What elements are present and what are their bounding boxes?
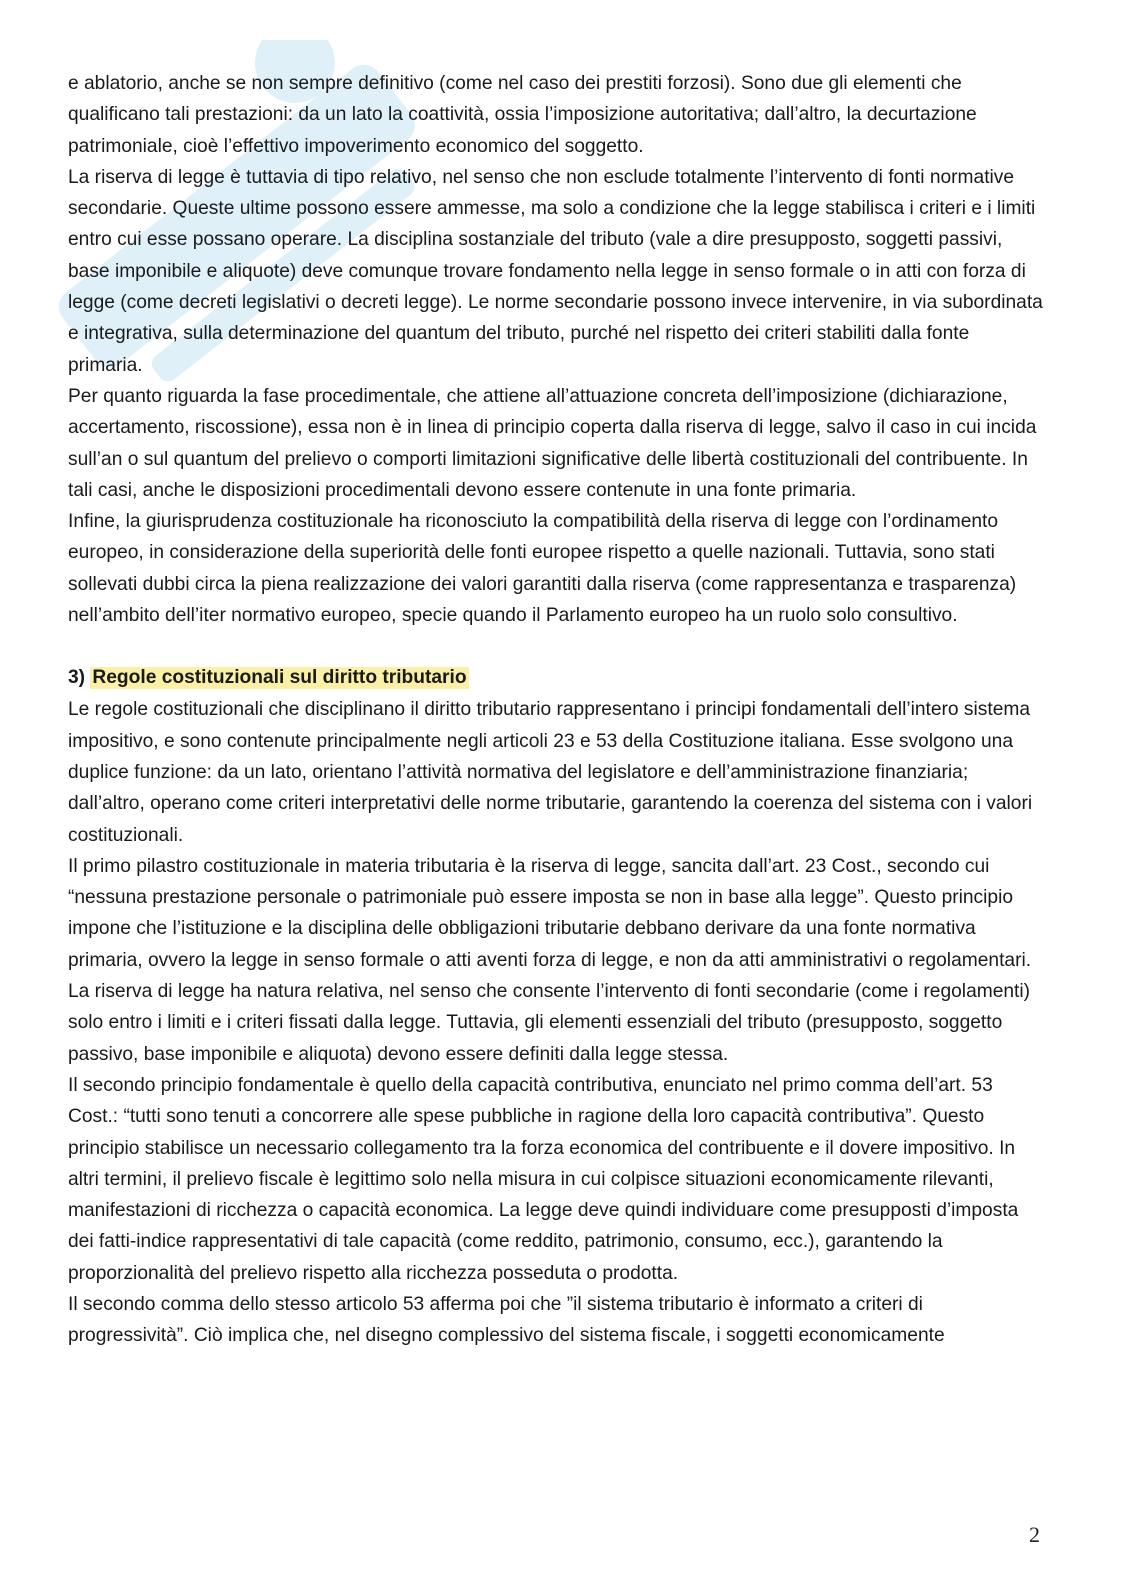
section-title: Regole costituzionali sul diritto tributario <box>92 667 467 689</box>
paragraph: Il secondo comma dello stesso articolo 53 afferma poi che ”il sistema tributario è informato a criteri di progressività”. Ciò implica che, nel disegno complessivo del sistema fiscale, i soggetti economicamente <box>68 1293 945 1347</box>
paragraph: Il secondo principio fondamentale è quello della capacità contributiva, enunciato nel primo comma dell’art. 53 Cost.: “tutti sono tenuti a concorrere alle spese pubbliche in ragione della loro capacità contributiva”. Questo principio stabilisce un necessario collegamento tra la forza economica del contribuente e il dovere impositivo. In altri termini, il prelievo fiscale è legittimo solo nella misura in cui colpisce situazioni economicamente rilevanti, manifestazioni di ricchezza o capacità economica. La legge deve quindi individuare come presupposti d’imposta dei fatti-indice rappresentativi di tale capacità (come reddito, patrimonio, consumo, ecc.), garantendo la proporzionalità del prelievo rispetto alla ricchezza posseduta o prodotta. <box>68 1074 1019 1284</box>
paragraph: e ablatorio, anche se non sempre definitivo (come nel caso dei prestiti forzosi). Sono due gli elementi che qualificano tali prestazioni: da un lato la coattività, ossia l’imposizione autoritativa; dall’altro, la decurtazione patrimoniale, cioè l’effettivo impoverimento economico del soggetto. <box>68 73 977 157</box>
paragraph: Per quanto riguarda la fase procedimentale, che attiene all’attuazione concreta dell’imposizione (dichiarazione, accertamento, riscossione), essa non è in linea di principio coperta dalla riserva di legge, salvo il caso in cui incida sull’an o sul quantum del prelievo o comporti limitazioni significative delle libertà costituzionali del contribuente. In tali casi, anche le disposizioni procedimentali devono essere contenute in una fonte primaria. <box>68 385 1037 501</box>
paragraph: La riserva di legge è tuttavia di tipo relativo, nel senso che non esclude totalmente l’intervento di fonti normative secondarie. Queste ultime possono essere ammesse, ma solo a condizione che la legge stabilisca i criteri e i limiti entro cui esse possano operare. La disciplina sostanziale del tributo (vale a dire presupposto, soggetti passivi, base imponibile e aliquote) deve comunque trovare fondamento nella legge in senso formale o in atti con forza di legge (come decreti legislativi o decreti legge). Le norme secondarie possono invece intervenire, in via subordinata e integrativa, sulla determinazione del quantum del tributo, purché nel rispetto dei criteri stabiliti dalla fonte primaria. <box>68 166 1043 376</box>
section-number: 3) <box>68 667 86 689</box>
paragraph: Le regole costituzionali che disciplinano il diritto tributario rappresentano i principi fondamentali dell’intero sistema impositivo, e sono contenute principalmente negli articoli 23 e 53 della Costituzione italiana. Esse svolgono una duplice funzione: da un lato, orientano l’attività normativa del legislatore e dell’amministrazione finanziaria; dall’altro, operano come criteri interpretativi delle norme tributarie, garantendo la coerenza del sistema con i valori costituzionali. <box>68 699 1033 846</box>
paragraph: Il primo pilastro costituzionale in materia tributaria è la riserva di legge, sancita dall’art. 23 Cost., secondo cui “nessuna prestazione personale o patrimoniale può essere imposta se non in base alla legge”. Questo principio impone che l’istituzione e la disciplina delle obbligazioni tributarie debbano derivare da una fonte normativa primaria, ovvero la legge in senso formale o atti aventi forza di legge, e non da atti amministrativi o regolamentari. La riserva di legge ha natura relativa, nel senso che consente l’intervento di fonti secondarie (come i regolamenti) solo entro i limiti e i criteri fissati dalla legge. Tuttavia, gli elementi essenziali del tributo (presupposto, soggetto passivo, base imponibile e aliquota) devono essere definiti dalla legge stessa. <box>68 855 1032 1065</box>
section-spacer <box>68 631 1048 661</box>
paragraph: Infine, la giurisprudenza costituzionale ha riconosciuto la compatibilità della riserva di legge con l’ordinamento europeo, in considerazione della superiorità delle fonti europee rispetto a quelle nazionali. Tuttavia, sono stati sollevati dubbi circa la piena realizzazione dei valori garantiti dalla riserva (come rappresentanza e trasparenza) nell’ambito dell’iter normativo europeo, specie quando il Parlamento europeo ha un ruolo solo consultivo. <box>68 511 1017 627</box>
page-number: 2 <box>1029 1522 1040 1547</box>
section-heading <box>68 661 1048 694</box>
document-body <box>68 68 1048 1352</box>
